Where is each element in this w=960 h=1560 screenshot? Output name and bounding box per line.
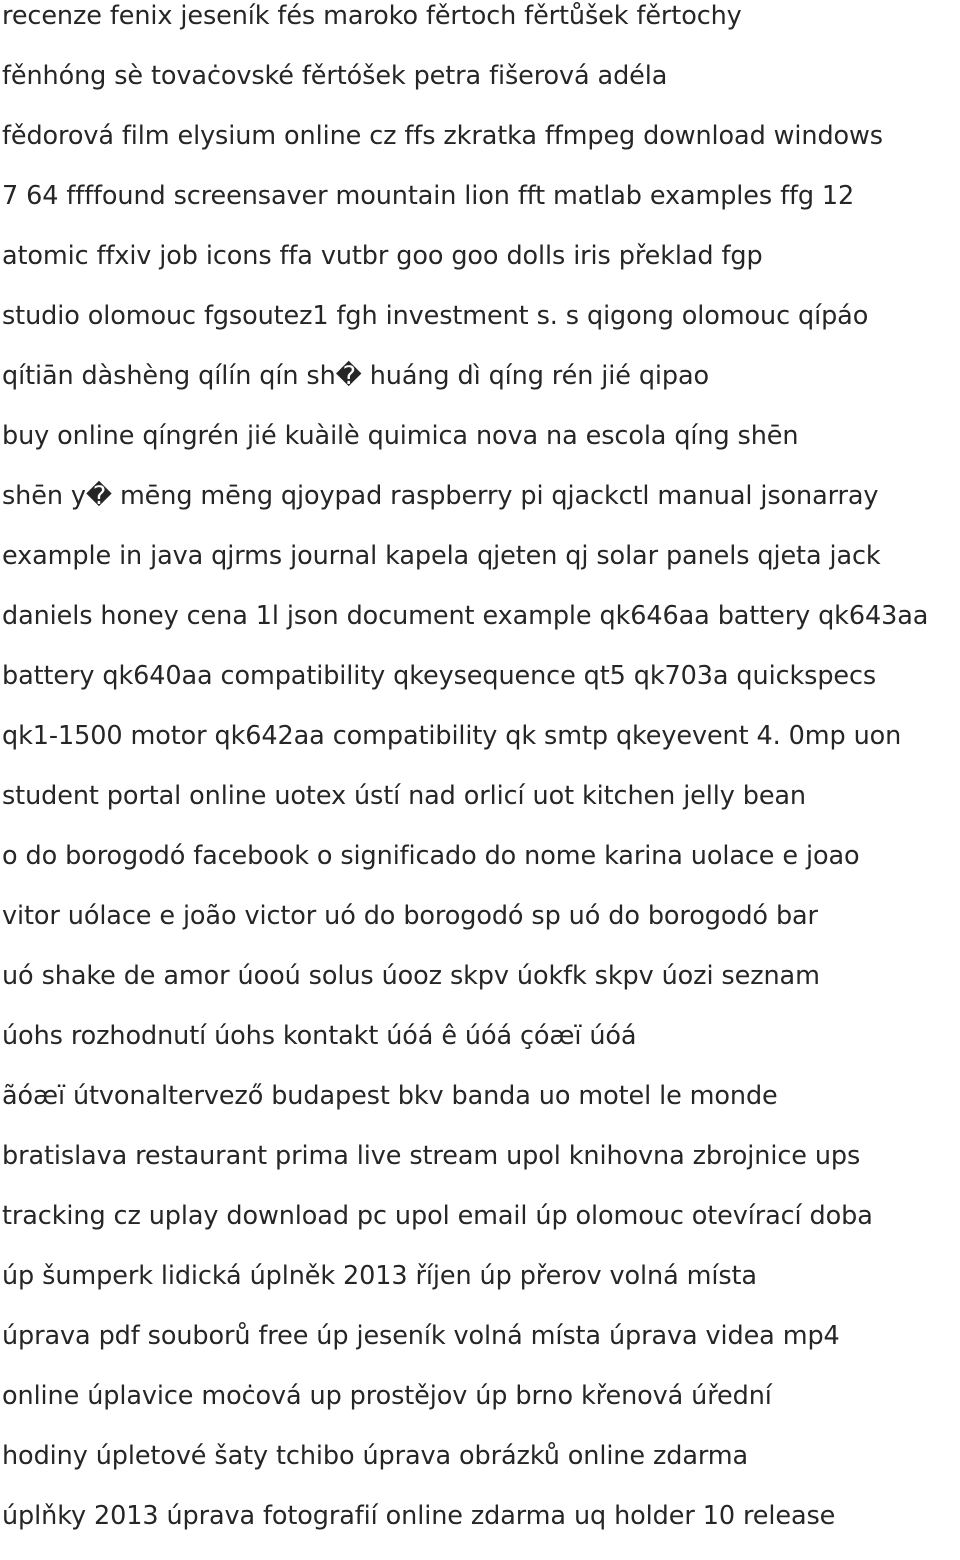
text-line: hodiny úpletové šaty tchibo úprava obrázků online zdarma [2,1441,749,1471]
text-line: ãóæï útvonaltervező budapest bkv banda uo motel le monde [2,1081,778,1111]
text-line: úohs rozhodnutí úohs kontakt úóá ê úóá çóæï úóá [2,1021,637,1051]
text-line: qk1-1500 motor qk642aa compatibility qk smtp qkeyevent 4. 0mp uon [2,721,902,751]
text-line: úprava pdf souborů free úp jeseník volná místa úprava videa mp4 [2,1321,840,1351]
text-line: example in java qjrms journal kapela qjeten qj solar panels qjeta jack [2,541,881,571]
text-line: recenze fenix jeseník fés maroko fěrtoch fěrtůšek fěrtochy [2,1,742,31]
text-line: studio olomouc fgsoutez1 fgh investment s. s qigong olomouc qípáo [2,301,869,331]
text-line: shēn y� mēng mēng qjoypad raspberry pi qjackctl manual jsonarray [2,481,879,511]
text-line: student portal online uotex ústí nad orlicí uot kitchen jelly bean [2,781,806,811]
text-line: bratislava restaurant prima live stream upol knihovna zbrojnice ups [2,1141,861,1171]
text-line: fěnhóng sè tovaċovské fěrtóšek petra fišerová adéla [2,61,668,91]
text-line: tracking cz uplay download pc upol email úp olomouc otevírací doba [2,1201,873,1231]
text-line: úplňky 2013 úprava fotografií online zdarma uq holder 10 release [2,1501,836,1531]
text-line: fědorová film elysium online cz ffs zkratka ffmpeg download windows [2,121,883,151]
text-line: úp šumperk lidická úplněk 2013 říjen úp přerov volná místa [2,1261,757,1291]
text-line: vitor uólace e joão victor uó do borogodó sp uó do borogodó bar [2,901,818,931]
text-line: buy online qíngrén jié kuàilè quimica nova na escola qíng shēn [2,421,799,451]
text-line: daniels honey cena 1l json document example qk646aa battery qk643aa [2,601,929,631]
text-line: atomic ffxiv job icons ffa vutbr goo goo dolls iris překlad fgp [2,241,763,271]
text-line: online úplavice moċová up prostějov úp brno křenová úřední [2,1381,772,1411]
text-line: o do borogodó facebook o significado do nome karina uolace e joao [2,841,860,871]
text-line: uó shake de amor úooú solus úooz skpv úokfk skpv úozi seznam [2,961,820,991]
text-body [2,0,958,1560]
text-line: battery qk640aa compatibility qkeysequence qt5 qk703a quickspecs [2,661,877,691]
text-line: 7 64 ffffound screensaver mountain lion fft matlab examples ffg 12 [2,181,855,211]
text-line: qítiān dàshèng qílín qín sh� huáng dì qíng rén jié qipao [2,361,710,391]
